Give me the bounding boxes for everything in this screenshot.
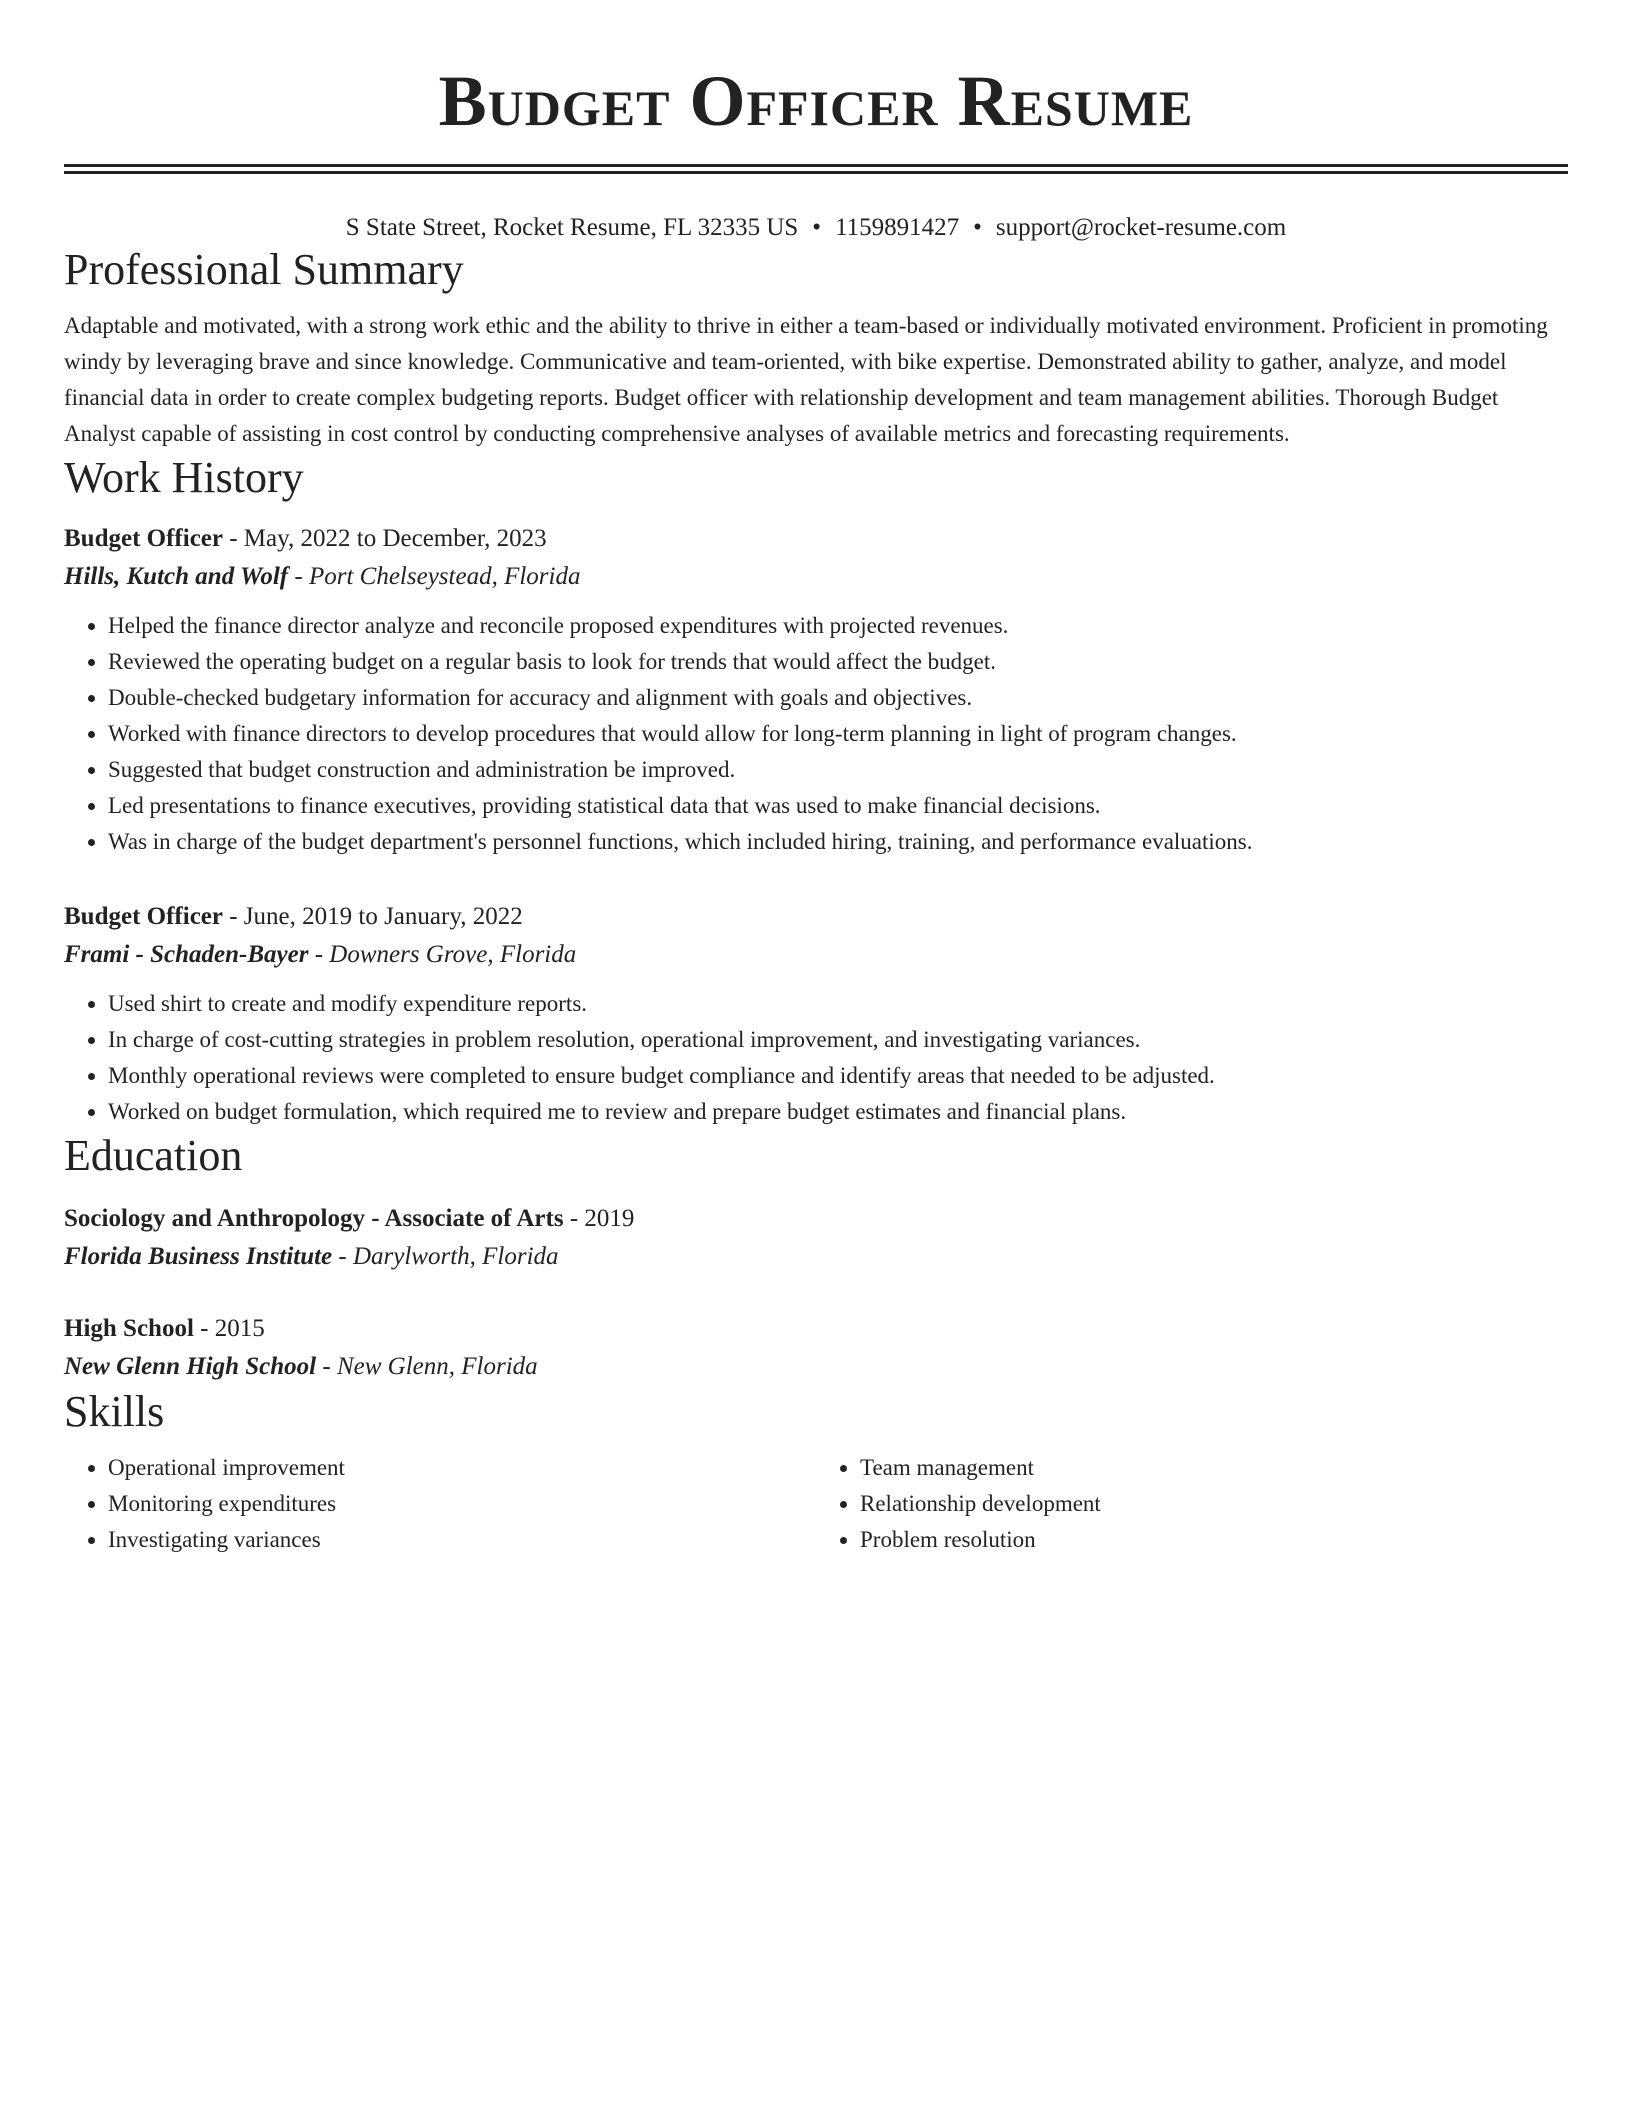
school-line (64, 1348, 1568, 1386)
degree-name: High School (64, 1315, 194, 1342)
company-location: - Downers Grove, Florida (308, 941, 577, 968)
degree-name: Sociology and Anthropology - Associate of Arts (64, 1205, 564, 1232)
list-item: • Relationship development (860, 1486, 1568, 1522)
company-line (64, 558, 1568, 596)
contact-separator: • (812, 214, 822, 241)
list-item: • Monitoring expenditures (108, 1486, 816, 1522)
job-title: Budget Officer (64, 903, 223, 930)
list-item: • In charge of cost-cutting strategies in problem resolution, operational improvement, and investigating variances. (108, 1022, 1568, 1058)
job-entry (64, 898, 1568, 1130)
list-item: • Helped the finance director analyze and reconcile proposed expenditures with projected revenues. (108, 608, 1568, 644)
skills-heading: Skills (64, 1387, 165, 1436)
summary-text: Adaptable and motivated, with a strong work ethic and the ability to thrive in either a team-based or individually motivated environment. Proficient in promoting windy by leveraging brave and since knowledge. Communicative and team-oriented, with bike expertise. Demonstrated ability to gather, analyze, and model financial data in order to create complex budgeting reports. Budget officer with relationship development and team management abilities. Thorough Budget Analyst capable of assisting in cost control by conducting comprehensive analyses of available metrics and forecasting requirements. (64, 313, 1548, 446)
school-location: - New Glenn, Florida (316, 1353, 538, 1380)
resume-title: Budget Officer Resume (438, 61, 1194, 141)
company-line (64, 936, 1568, 974)
work-history-heading: Work History (64, 453, 304, 502)
degree-year: - 2019 (563, 1205, 635, 1232)
school-location: - Darylworth, Florida (332, 1243, 559, 1270)
company-name: Frami - Schaden-Bayer (64, 941, 309, 968)
contact-address: S State Street, Rocket Resume, FL 32335 US (345, 214, 799, 241)
job-duties-list (64, 986, 1568, 1130)
list-item: • Monthly operational reviews were completed to ensure budget compliance and identify areas that needed to be adjusted. (108, 1058, 1568, 1094)
list-item: • Problem resolution (860, 1522, 1568, 1558)
list-item: • Reviewed the operating budget on a regular basis to look for trends that would affect the budget. (108, 644, 1568, 680)
education-entry (64, 1200, 1568, 1276)
list-item: • Led presentations to finance executives, providing statistical data that was used to make financial decisions. (108, 788, 1568, 824)
contact-line (64, 212, 1568, 244)
school-line (64, 1238, 1568, 1276)
job-entry (64, 520, 1568, 860)
job-title-line (64, 520, 1568, 558)
degree-year: - 2015 (193, 1315, 265, 1342)
education-heading: Education (64, 1131, 243, 1180)
list-item: • Worked with finance directors to develop procedures that would allow for long-term planning in light of program changes. (108, 716, 1568, 752)
title-divider (64, 164, 1568, 174)
job-duties-list (64, 608, 1568, 860)
job-dates: - May, 2022 to December, 2023 (222, 525, 547, 552)
degree-line (64, 1200, 1568, 1238)
degree-line (64, 1310, 1568, 1348)
skills-grid (64, 1450, 1568, 1558)
contact-phone: 1159891427 (835, 214, 960, 241)
skills-list-right (816, 1450, 1568, 1558)
list-item: • Double-checked budgetary information for accuracy and alignment with goals and objectives. (108, 680, 1568, 716)
list-item: • Suggested that budget construction and administration be improved. (108, 752, 1568, 788)
job-dates: - June, 2019 to January, 2022 (222, 903, 523, 930)
job-title: Budget Officer (64, 525, 223, 552)
company-location: - Port Chelseystead, Florida (288, 563, 581, 590)
school-name: New Glenn High School (64, 1353, 317, 1380)
list-item: • Was in charge of the budget department's personnel functions, which included hiring, training, and performance evaluations. (108, 824, 1568, 860)
list-item: • Investigating variances (108, 1522, 816, 1558)
job-title-line (64, 898, 1568, 936)
list-item: • Team management (860, 1450, 1568, 1486)
company-name: Hills, Kutch and Wolf (64, 563, 289, 590)
skills-list-left (64, 1450, 816, 1558)
list-item: • Operational improvement (108, 1450, 816, 1486)
list-item: • Used shirt to create and modify expenditure reports. (108, 986, 1568, 1022)
education-entry (64, 1310, 1568, 1386)
school-name: Florida Business Institute (64, 1243, 333, 1270)
summary-heading: Professional Summary (64, 245, 464, 294)
list-item: • Worked on budget formulation, which required me to review and prepare budget estimates and financial plans. (108, 1094, 1568, 1130)
contact-email: support@rocket-resume.com (995, 214, 1287, 241)
contact-separator: • (973, 214, 982, 241)
